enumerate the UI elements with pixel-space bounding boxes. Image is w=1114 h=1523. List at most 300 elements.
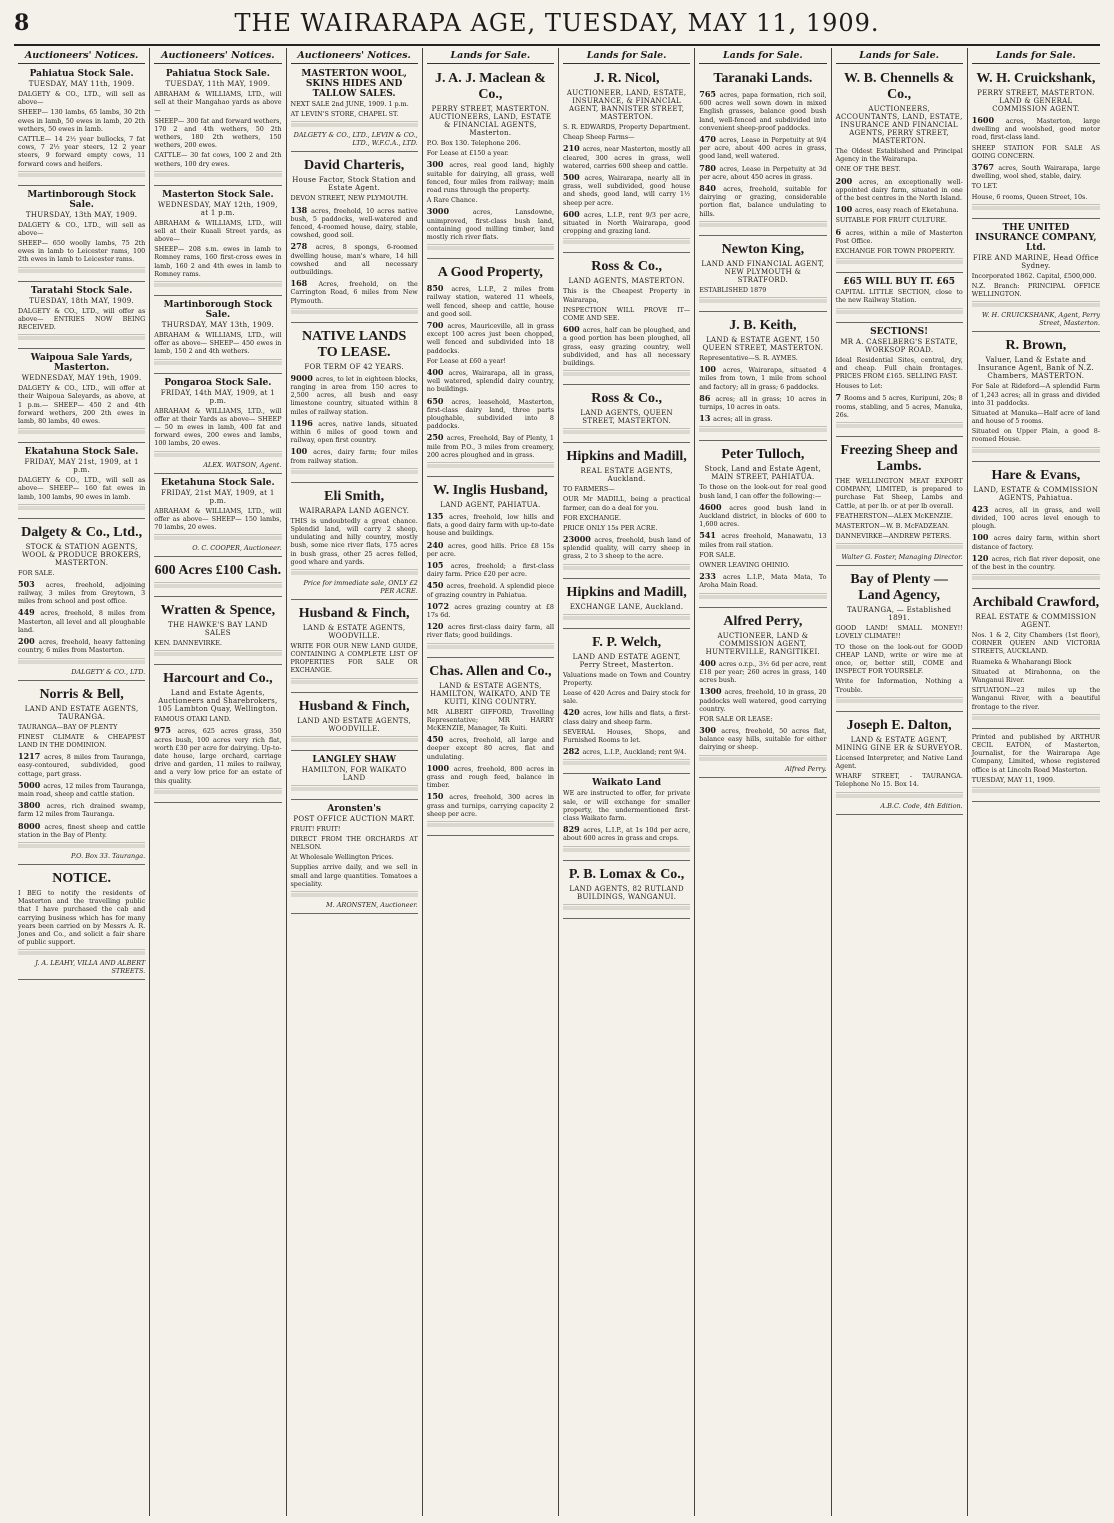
ad-subtitle: POST OFFICE AUCTION MART. xyxy=(293,814,415,823)
text-lines xyxy=(427,244,554,251)
acreage-figure: 400 xyxy=(699,657,719,668)
acreage-figure: 500 xyxy=(563,171,585,182)
acreage-figure: 4600 xyxy=(699,501,730,512)
acreage-figure: 1000 xyxy=(426,762,454,773)
text-lines xyxy=(972,447,1100,454)
ad-subtitle: LAND & ESTATE AGENTS, WOODVILLE. xyxy=(302,623,406,640)
acreage-figure: 240 xyxy=(426,539,448,550)
ad-body xyxy=(154,407,281,448)
column-header: Lands for Sale. xyxy=(972,50,1100,64)
advertisement xyxy=(972,221,1100,333)
ad-paragraph: MASTERTON—W. B. McFADZEAN. xyxy=(835,521,950,530)
advertisement xyxy=(291,695,418,751)
acreage-figure: 86 xyxy=(699,392,716,403)
ad-paragraph: Printed and published by ARTHUR CECIL EATON, of Masterton, Journalist, for the Wairarapa Age Company, Limited, whose registered office is at Lincoln Road Masterton. xyxy=(971,732,1100,774)
ad-paragraph: 120 acres, rich flat river deposit, one of the best in the country. xyxy=(971,552,1101,571)
advertisement xyxy=(563,863,690,919)
text-lines xyxy=(291,308,418,315)
ad-title: P. B. Lomax & Co., xyxy=(568,866,685,882)
ad-paragraph: OWNER LEAVING OHINIO. xyxy=(699,561,790,570)
ad-body xyxy=(18,476,145,501)
ad-paragraph: 282 acres, L.I.P., Auckland; rent 9/4. xyxy=(563,746,687,757)
ad-subtitle: HAMILTON, FOR WAIKATO LAND xyxy=(301,765,407,782)
ad-body xyxy=(154,639,281,647)
ad-paragraph: SUITABLE FOR FRUIT CULTURE. xyxy=(835,216,948,225)
text-lines xyxy=(836,308,963,315)
advertisement xyxy=(563,581,690,629)
ad-title: W. B. Chennells & Co., xyxy=(843,71,955,102)
acreage-figure: 1300 xyxy=(699,686,725,697)
text-lines xyxy=(699,297,826,304)
ad-paragraph: SHEEP— 300 fat and forward wethers, 170 2 and 4th wethers, 50 2th wethers, 180 2th wethers, 150 wethers, 200 ewes. xyxy=(154,116,282,150)
text-lines xyxy=(18,842,145,849)
ad-signature: W. H. CRUICKSHANK, Agent, Perry Street, Masterton. xyxy=(981,311,1100,328)
ad-signature: A.B.C. Code, 4th Edition. xyxy=(880,801,963,810)
text-lines xyxy=(699,221,826,228)
ad-title: Taranaki Lands. xyxy=(713,71,813,86)
ad-paragraph: Valuations made on Town and Country Property. xyxy=(563,670,691,687)
ad-paragraph: 210 acres, near Masterton, mostly all cleared, 300 acres in grass, well watered, carries 600 sheep and cattle. xyxy=(563,143,691,170)
ad-paragraph: 1600 acres, Masterton, large dwelling and woolshed, good motor road, first-class land. xyxy=(971,115,1100,142)
acreage-figure: 250 xyxy=(426,432,447,443)
ad-subtitle: Land and Estate Agents, Auctioneers and Sharebrokers, 105 Lambton Quay, Wellington. xyxy=(157,689,278,714)
text-lines xyxy=(291,736,418,743)
text-lines xyxy=(563,238,690,245)
ad-paragraph: 23000 acres, freehold, bush land of splendid quality, will carry sheep in grass, 2 to 3 sheep to the acre. xyxy=(563,534,691,561)
advertisement xyxy=(836,67,963,273)
ad-paragraph: 86 acres; all in grass; 10 acres in turnips, 10 acres in oats. xyxy=(699,392,827,412)
ad-subtitle: WEDNESDAY, MAY 12th, 1909, at 1 p.m. xyxy=(157,200,278,217)
ad-title: Waipoua Sale Yards, Masterton. xyxy=(30,353,133,374)
text-lines xyxy=(563,904,690,911)
advertisement xyxy=(154,667,281,803)
ad-title: MASTERTON WOOL, SKINS HIDES AND TALLOW SALES. xyxy=(301,69,407,99)
text-lines xyxy=(154,171,281,178)
ad-paragraph: Cheap Sheep Farms— xyxy=(563,133,635,142)
ad-subtitle: MR A. CASELBERG'S ESTATE, WORKSOP ROAD. xyxy=(840,337,958,354)
ad-title: W. H. Cruickshank, xyxy=(976,71,1096,86)
acreage-figure: 600 xyxy=(563,324,583,335)
text-lines xyxy=(154,534,281,541)
text-lines xyxy=(291,468,418,475)
ad-paragraph: 200 acres, an exceptionally well-appointed dairy farm, situated in one of the best centres in the North Island. xyxy=(835,175,963,202)
ad-paragraph: Incorporated 1862. Capital, £500,000. xyxy=(971,271,1097,280)
ad-subtitle: LAND, ESTATE & COMMISSION AGENTS, Pahiatua. xyxy=(973,485,1099,502)
text-lines xyxy=(563,428,690,435)
acreage-figure: 450 xyxy=(426,734,450,745)
ad-paragraph: To those on the look-out for real good bush land, I can offer the following:— xyxy=(699,483,827,500)
text-lines xyxy=(291,569,418,576)
acreage-figure: 300 xyxy=(699,725,722,736)
ad-title: Eketahuna Stock Sale. xyxy=(161,477,275,488)
ad-body xyxy=(427,708,554,818)
ad-title: Norris & Bell, xyxy=(39,686,124,702)
ad-title: Taratahi Stock Sale. xyxy=(30,285,133,296)
ad-paragraph: SHEEP STATION FOR SALE AS GOING CONCERN. xyxy=(971,143,1100,160)
ad-body xyxy=(154,90,281,168)
ad-title: A Good Property, xyxy=(437,265,543,281)
acreage-figure: 850 xyxy=(426,283,452,294)
ad-paragraph: DIRECT FROM THE ORCHARDS AT NELSON. xyxy=(290,834,418,852)
ad-title: LANGLEY SHAW xyxy=(312,754,396,765)
ad-title: F. P. Welch, xyxy=(592,634,662,650)
advertisement xyxy=(154,67,281,186)
text-lines xyxy=(291,121,418,128)
ad-paragraph: Situated on Upper Plain, a good 8-roomed House. xyxy=(971,427,1100,444)
ad-title: Hipkins and Madill, xyxy=(566,449,687,465)
ad-paragraph: Houses to Let: xyxy=(835,382,883,391)
ad-signature: DALGETY & CO., LTD., LEVIN & CO., LTD., W.F.C.A., LTD. xyxy=(293,131,418,148)
ad-title: Eli Smith, xyxy=(324,488,385,504)
ad-subtitle: TUESDAY, 11th MAY, 1909. xyxy=(165,80,271,88)
ad-paragraph: ABRAHAM & WILLIAMS, LTD., will sell at their Mangahao yards as above— xyxy=(154,90,282,115)
acreage-figure: 282 xyxy=(563,746,583,757)
ad-paragraph: GOOD LAND! SMALL MONEY!! LOVELY CLIMATE!! xyxy=(835,624,963,641)
ad-paragraph: 400 acres, Wairarapa, all in grass, well watered, splendid dairy country, no buildings. xyxy=(426,366,555,394)
ad-paragraph: OUR Mr MADILL, being a practical farmer, can do a deal for you. xyxy=(563,495,691,512)
text-lines xyxy=(291,891,418,898)
ad-paragraph: WHARF STREET, - TAURANGA. Telephone No 15. Box 14. xyxy=(835,772,963,789)
advertisement xyxy=(154,188,281,296)
text-lines xyxy=(836,697,963,704)
column-header: Auctioneers' Notices. xyxy=(18,50,145,64)
ad-paragraph: TO FARMERS— xyxy=(563,485,615,494)
ad-paragraph: 8000 acres, finest sheep and cattle station in the Bay of Plenty. xyxy=(18,820,146,839)
acreage-figure: 210 xyxy=(563,143,583,154)
text-lines xyxy=(836,258,963,265)
text-lines xyxy=(18,428,145,435)
advertisement xyxy=(18,683,145,865)
ad-paragraph: FEATHERSTON—ALEX McKENZIE. xyxy=(835,511,953,520)
advertisement xyxy=(291,753,418,800)
column-header: Auctioneers' Notices. xyxy=(291,50,418,64)
ad-body xyxy=(972,631,1100,711)
ad-paragraph: 100 acres, Wairarapa, situated 4 miles from town, 1 mile from school and factory; all in grass; 6 paddocks. xyxy=(699,364,827,391)
ad-body xyxy=(18,384,145,425)
acreage-figure: 23000 xyxy=(563,534,595,545)
ad-paragraph: 450 acres, freehold, all large and deeper except 80 acres, flat and undulating. xyxy=(426,734,554,761)
text-lines xyxy=(154,359,281,366)
ad-body xyxy=(699,354,826,423)
ad-title: Ekatahuna Stock Sale. xyxy=(24,447,139,458)
ad-paragraph: Ruameka & Whaharangi Block xyxy=(971,657,1072,666)
acreage-figure: 975 xyxy=(154,725,178,736)
ad-subtitle: LAND & ESTATE AGENT, MINING GINE ER & SURVEYOR. xyxy=(835,735,963,752)
acreage-figure: 6 xyxy=(835,226,846,237)
acreage-figure: 120 xyxy=(971,552,992,563)
column-5 xyxy=(559,48,695,1516)
ad-paragraph: At Wholesale Wellington Prices. xyxy=(290,853,394,862)
ad-subtitle: AUCTIONEER, LAND & COMMISSION AGENT, HUNTERVILLE, RANGITIKEI. xyxy=(705,631,821,656)
ad-paragraph: The Oldest Established and Principal Agency in the Wairarapa. xyxy=(835,147,963,164)
ad-body xyxy=(427,139,554,241)
ad-paragraph: 541 acres freehold, Manawatu, 13 miles from rail station. xyxy=(699,530,827,549)
ad-paragraph: SHEEP— 208 s.m. ewes in lamb to Romney rams, 160 first-cross ewes in lamb, 160 2 and 4th ewes in lamb to Romney rams. xyxy=(154,245,282,278)
column-6 xyxy=(695,48,831,1516)
newspaper-title: THE WAIRARAPA AGE, TUESDAY, MAY 11, 1909. xyxy=(234,9,880,37)
acreage-figure: 1196 xyxy=(290,417,319,428)
ad-body xyxy=(699,89,826,218)
ad-paragraph: 829 acres, L.I.P., at 1s 10d per acre, about 600 acres in grass and crops. xyxy=(563,824,691,843)
ad-paragraph: MR ALBERT GIFFORD, Travelling Representative; MR HARRY McKENZIE, Manager, Te Kuiti. xyxy=(426,707,554,733)
advertisement xyxy=(836,714,963,815)
column-header: Lands for Sale. xyxy=(836,50,963,64)
ad-paragraph: SEVERAL Houses, Shops, and Furnished Rooms to let. xyxy=(563,727,691,745)
advertisement xyxy=(563,631,690,775)
ad-paragraph: 420 acres, low hills and flats, a first-class dairy and sheep farm. xyxy=(563,707,691,726)
ad-body xyxy=(699,483,826,589)
ad-paragraph: 765 acres, papa formation, rich soil, 600 acres well sown down in mixed English grasses, balance good bush land, well-fenced and subdivided into convenient sheep-proof paddocks. xyxy=(699,89,827,132)
text-lines xyxy=(972,204,1100,211)
ad-paragraph: 423 acres, all in grass, and well divided, 100 acres level enough to plough. xyxy=(971,503,1101,531)
ad-paragraph: 200 acres, freehold, heavy fattening country, 6 miles from Masterton. xyxy=(18,636,146,655)
acreage-figure: 200 xyxy=(18,636,39,647)
acreage-figure: 1600 xyxy=(971,115,1006,125)
column-8 xyxy=(968,48,1104,1516)
ad-paragraph: This is the Cheapest Property in Wairarapa, xyxy=(563,287,691,304)
ad-body xyxy=(699,658,826,752)
ad-paragraph: 120 acres first-class dairy farm, all river flats; good buildings. xyxy=(426,621,554,640)
ad-paragraph: FOR SALE. xyxy=(699,550,736,559)
acreage-figure: 765 xyxy=(699,89,720,99)
ad-body xyxy=(154,219,281,278)
ad-paragraph: 240 acres, good hills. Price £8 15s per acre. xyxy=(426,539,555,558)
ad-paragraph: Lease of 420 Acres and Dairy stock for sale. xyxy=(563,689,691,706)
advertisement xyxy=(836,275,963,322)
ad-body xyxy=(154,507,281,532)
ad-body xyxy=(563,789,690,842)
ad-paragraph: 300 acres, real good land, highly suitable for dairying, all grass, well fenced, four miles from railway; main road runs through the property. xyxy=(426,159,555,194)
page-number: 8 xyxy=(14,10,30,36)
column-7 xyxy=(832,48,968,1516)
acreage-figure: 100 xyxy=(835,204,855,215)
ad-body xyxy=(18,569,145,655)
ad-paragraph: 105 acres, freehold; a first-class dairy farm. Price £20 per acre. xyxy=(426,559,555,579)
ad-signature: Price for immediate sale, ONLY £2 PER ACRE. xyxy=(303,578,418,595)
advertisement xyxy=(154,298,281,374)
acreage-figure: 100 xyxy=(290,446,314,457)
ad-paragraph: THE WELLINGTON MEAT EXPORT COMPANY, LIMITED, is prepared to purchase Fat Sheep, Lambs and Cattle, at per lb. or at per lb overall. xyxy=(835,476,963,510)
ad-paragraph: ONE OF THE BEST. xyxy=(835,165,901,174)
ad-paragraph: 150 acres, freehold, 300 acres in grass and turnips, carrying capacity 2 sheep per acre. xyxy=(426,791,555,818)
ad-body xyxy=(836,477,963,540)
ad-paragraph: KEN. DANNEVIRKE. xyxy=(154,639,222,648)
ad-title: Ross & Co., xyxy=(591,259,663,275)
ad-paragraph: Ideal Residential Sites, central, dry, and cheap. Full chain frontages. PRICES FROM £165. SELLING FAST. xyxy=(835,355,963,380)
acreage-figure: 5000 xyxy=(18,779,44,790)
ad-subtitle: PERRY STREET, MASTERTON. AUCTIONEERS, LAND, ESTATE & FINANCIAL AGENTS, Masterton. xyxy=(429,105,552,137)
text-lines xyxy=(154,582,281,589)
acreage-figure: 9000 xyxy=(290,372,316,383)
text-lines xyxy=(18,504,145,511)
text-lines xyxy=(699,593,826,600)
advertisement xyxy=(291,325,418,483)
ad-paragraph: ABRAHAM & WILLIAMS, LTD., will offer as above— SHEEP— 450 ewes in lamb, 150 2 and 4th wethers. xyxy=(154,331,282,356)
masthead-rule xyxy=(14,44,1100,46)
text-lines xyxy=(291,785,418,792)
ad-paragraph: SITUATION—23 miles up the Wanganui River, with a beautiful frontage to the river. xyxy=(971,686,1100,711)
ad-paragraph: 600 acres, half can be ploughed, and a good portion has been ploughed, all grass, easy grazing country, well subdivided, and has all necessary buildings. xyxy=(563,324,691,367)
acreage-figure: 233 xyxy=(699,571,723,582)
ad-subtitle: THE HAWKE'S BAY LAND SALES xyxy=(168,621,268,638)
ad-paragraph: 5000 acres, 12 miles from Tauranga, main road, sheep and cattle station. xyxy=(18,779,146,798)
ad-title: Chas. Allen and Co., xyxy=(429,663,552,679)
text-lines xyxy=(972,714,1100,721)
ad-paragraph: SHEEP— 650 woolly lambs, 75 2th ewes in lamb to Leicester rams, 100 2th ewes in lamb to Leicester rams. xyxy=(18,239,146,264)
advertisement xyxy=(972,731,1100,802)
acreage-figure: 449 xyxy=(18,607,41,618)
ad-paragraph: 135 acres, freehold, low hills and flats, a good dairy farm with up-to-date house and buildings. xyxy=(426,510,555,538)
ad-paragraph: 975 acres, 625 acres grass, 350 acres bush, 100 acres very rich flat, worth £30 per acre for dairying. Up-to-date house, large orchard, carriage drive and garden, 11 miles to railway, and a very low price for an estate of this quality. xyxy=(154,725,282,785)
text-lines xyxy=(18,334,145,341)
acreage-figure: 200 xyxy=(835,175,859,186)
ad-title: £65 WILL BUY IT. £65 xyxy=(843,277,956,288)
ad-body xyxy=(291,373,418,465)
acreage-figure: 700 xyxy=(426,319,448,330)
ad-paragraph: 3800 acres, rich drained swamp, farm 12 miles from Tauranga. xyxy=(18,800,146,819)
ad-paragraph: 400 acres o.r.p., 3½ 6d per acre, rent £18 per year; 260 acres in grass, 140 acres bush. xyxy=(699,657,827,685)
advertisement xyxy=(18,67,145,186)
advertisement xyxy=(18,351,145,443)
ad-subtitle: LAND AND ESTATE AGENTS, WOODVILLE. xyxy=(297,716,412,733)
ad-paragraph: TAURANGA—BAY OF PLENTY xyxy=(18,722,118,731)
ad-subtitle: TUESDAY, 18th MAY, 1909. xyxy=(29,296,135,305)
ad-subtitle: AUCTIONEERS, ACCOUNTANTS, LAND, ESTATE, INSURANCE AND FINANCIAL AGENTS, PERRY STREET, MASTERTON. xyxy=(835,105,963,145)
ad-paragraph: For Lease at £150 a year. xyxy=(426,149,509,158)
ad-subtitle: LAND AND ESTATE AGENTS, TAURANGA. xyxy=(24,704,139,721)
acreage-figure: 300 xyxy=(426,159,450,170)
text-lines xyxy=(699,755,826,762)
advertisement xyxy=(154,559,281,597)
column-4 xyxy=(423,48,559,1516)
acreage-figure: 168 xyxy=(290,278,319,289)
text-lines xyxy=(18,267,145,274)
ad-subtitle: FRIDAY, 14th MAY, 1909, at 1 p.m. xyxy=(160,388,276,405)
acreage-figure: 150 xyxy=(426,791,450,802)
text-lines xyxy=(563,846,690,853)
ad-paragraph: 3000 acres, Lansdowne, unimproved, first-class bush land, containing good milling timber, land mostly rich river flats. xyxy=(426,206,554,241)
acreage-figure: 423 xyxy=(971,503,995,514)
acreage-figure: 780 xyxy=(699,162,720,173)
ad-paragraph: FOR EXCHANGE. xyxy=(563,513,622,522)
acreage-figure: 138 xyxy=(290,204,312,215)
advertisement xyxy=(563,776,690,860)
ad-paragraph: SHEEP— 130 lambs, 65 lambs, 30 2th ewes in lamb, 50 ewes in lamb, 20 2th wethers, 50 ewes in lamb. xyxy=(18,108,146,133)
ad-paragraph: 13 acres; all in grass. xyxy=(699,413,773,424)
text-lines xyxy=(154,281,281,288)
column-header: Auctioneers' Notices. xyxy=(154,50,281,64)
ad-paragraph: CAPITAL LITTLE SECTION, close to the new Railway Station. xyxy=(835,288,963,305)
advertisement xyxy=(427,67,554,259)
ad-paragraph: ABRAHAM & WILLIAMS, LTD., will offer at their Yards as above— SHEEP— 50 m ewes in lamb, 400 fat and forward ewes, 200 ewes and lambs, 100 lambs, 20 ewes. xyxy=(154,406,282,448)
ad-paragraph: Representative—S. R. AYMES. xyxy=(699,354,798,362)
ad-title: Dalgety & Co., Ltd., xyxy=(21,524,143,540)
ad-title: Masterton Stock Sale. xyxy=(162,189,274,200)
acreage-figure: 829 xyxy=(563,824,584,835)
ad-paragraph: CATTLE— 14 2½ year bullocks, 7 fat cows, 7 2½ year steers, 12 2 year steers, 9 forward empty cows, 11 forward cows and heifers. xyxy=(18,134,146,168)
ad-signature: M. ARONSTEN, Auctioneer. xyxy=(325,900,418,909)
ad-paragraph: TO those on the look-out for GOOD CHEAP LAND, write or wire me at once, or, better still, COME and INSPECT FOR YOURSELF. xyxy=(835,642,963,676)
ad-title: R. Brown, xyxy=(1005,338,1067,354)
ad-paragraph: WRITE FOR OUR NEW LAND GUIDE, CONTAINING A COMPLETE LIST OF PROPERTIES FOR SALE OR EXCHANGE. xyxy=(290,641,418,675)
ad-title: Pahiatua Stock Sale. xyxy=(29,69,134,79)
ad-signature: DALGETY & CO., LTD. xyxy=(71,667,146,676)
ad-title: SECTIONS! xyxy=(870,326,929,337)
ad-paragraph: DALGETY & CO., LTD., will sell as above— xyxy=(18,90,146,107)
advertisement xyxy=(563,387,690,443)
ad-body xyxy=(972,115,1100,201)
ad-body xyxy=(699,286,826,294)
ad-paragraph: 1196 acres, native lands, situated within 6 miles of good town and railway, open first country. xyxy=(290,417,418,445)
ad-body xyxy=(291,100,418,118)
text-lines xyxy=(563,370,690,377)
ad-title: Freezing Sheep and Lambs. xyxy=(840,442,958,474)
ad-signature: Walter G. Foster, Managing Director. xyxy=(841,553,963,562)
acreage-figure: 503 xyxy=(18,578,46,589)
ad-paragraph: 840 acres, freehold, suitable for dairying or grazing, considerable portion flat, balance undulating to hills. xyxy=(699,183,827,218)
ad-title: David Charteris, xyxy=(303,158,405,174)
ad-paragraph: 300 acres, freehold, 50 acres flat, balance easy hills, suitable for either dairying or sheep. xyxy=(699,725,827,752)
advertisement xyxy=(836,568,963,712)
text-lines xyxy=(836,422,963,429)
ad-paragraph: 650 acres, leasehold, Masterton, first-class dairy land, three parts ploughable, subdivided into 8 paddocks. xyxy=(426,395,555,431)
acreage-figure: 13 xyxy=(699,413,714,424)
advertisement xyxy=(699,67,826,236)
ad-paragraph: 3767 acres, South Wairarapa, large dwelling, wool shed, stable, dairy. xyxy=(971,161,1100,181)
advertisement xyxy=(699,314,826,441)
text-lines xyxy=(563,759,690,766)
ad-subtitle: LAND AGENTS, 82 RUTLAND BUILDINGS, WANGANUI. xyxy=(569,884,684,901)
ad-paragraph: NEXT SALE 2nd JUNE, 1909. 1 p.m. xyxy=(290,100,409,108)
ad-signature: O. C. COOPER, Auctioneer. xyxy=(192,544,282,553)
advertisement xyxy=(291,154,418,322)
ad-title: Bay of Plenty — Land Agency, xyxy=(850,572,948,604)
ad-paragraph: Situated at Manuka—Half acre of land and house of 5 rooms. xyxy=(971,408,1100,426)
ad-title: Harcourt and Co., xyxy=(163,671,273,687)
acreage-figure: 470 xyxy=(699,133,720,144)
ad-body xyxy=(836,754,963,789)
ad-title: Joseph E. Dalton, xyxy=(846,717,952,733)
column-header: Lands for Sale. xyxy=(699,50,826,64)
ad-paragraph: ABRAHAM & WILLIAMS, LTD., will sell at their Kuaali Street yards, as above— xyxy=(154,218,282,244)
text-lines xyxy=(427,643,554,650)
ad-body xyxy=(18,90,145,168)
ad-paragraph: DEVON STREET, NEW PLYMOUTH. xyxy=(290,194,409,203)
text-lines xyxy=(154,788,281,795)
ad-body xyxy=(836,624,963,694)
ad-paragraph: FOR SALE OR LEASE: xyxy=(699,714,773,723)
ad-paragraph: DANNEVIRKE—ANDREW PETERS. xyxy=(835,532,952,541)
ad-paragraph: DALGETY & CO., LTD., will sell as above— xyxy=(18,220,146,237)
ad-paragraph: WE are instructed to offer, for private sale, or will exchange for smaller property, the undermentioned first-class Waikato farm. xyxy=(563,789,691,823)
text-lines xyxy=(836,543,963,550)
ad-title: W. Inglis Husband, xyxy=(433,482,548,498)
ad-paragraph: 138 acres, freehold, 10 acres native bush, 5 paddocks, well-watered and fenced, 4-roomed house, dairy, stable, cowshed, good soil. xyxy=(290,204,418,240)
acreage-figure: 105 xyxy=(426,559,451,570)
ad-paragraph: AT LEVIN'S STORE, CHAPEL ST. xyxy=(290,110,399,119)
acreage-figure: 3767 xyxy=(971,161,999,172)
ad-subtitle: LAND AGENT, PAHIATUA. xyxy=(440,500,541,509)
ad-subtitle: LAND AGENTS, QUEEN STREET, MASTERTON. xyxy=(580,409,673,426)
ad-paragraph: INSPECTION WILL PROVE IT— COME AND SEE. xyxy=(563,305,691,322)
ad-paragraph: FINEST CLIMATE & CHEAPEST LAND IN THE DOMINION. xyxy=(18,732,146,749)
ad-paragraph: 278 acres, 8 spongs, 6-roomed dwelling house, man's whare, 14 hill cowshed and all necessary outbuildings. xyxy=(290,241,418,276)
masthead xyxy=(0,0,1114,46)
advertisement xyxy=(154,476,281,558)
acreage-figure: 1072 xyxy=(426,600,455,611)
acreage-figure: 100 xyxy=(699,364,723,375)
ad-paragraph: 9000 acres, to let in eighteen blocks, ranging in area from 150 acres to 2,500 acres, all bush and easy limestone country, situated within 8 miles of railway station. xyxy=(290,372,418,416)
